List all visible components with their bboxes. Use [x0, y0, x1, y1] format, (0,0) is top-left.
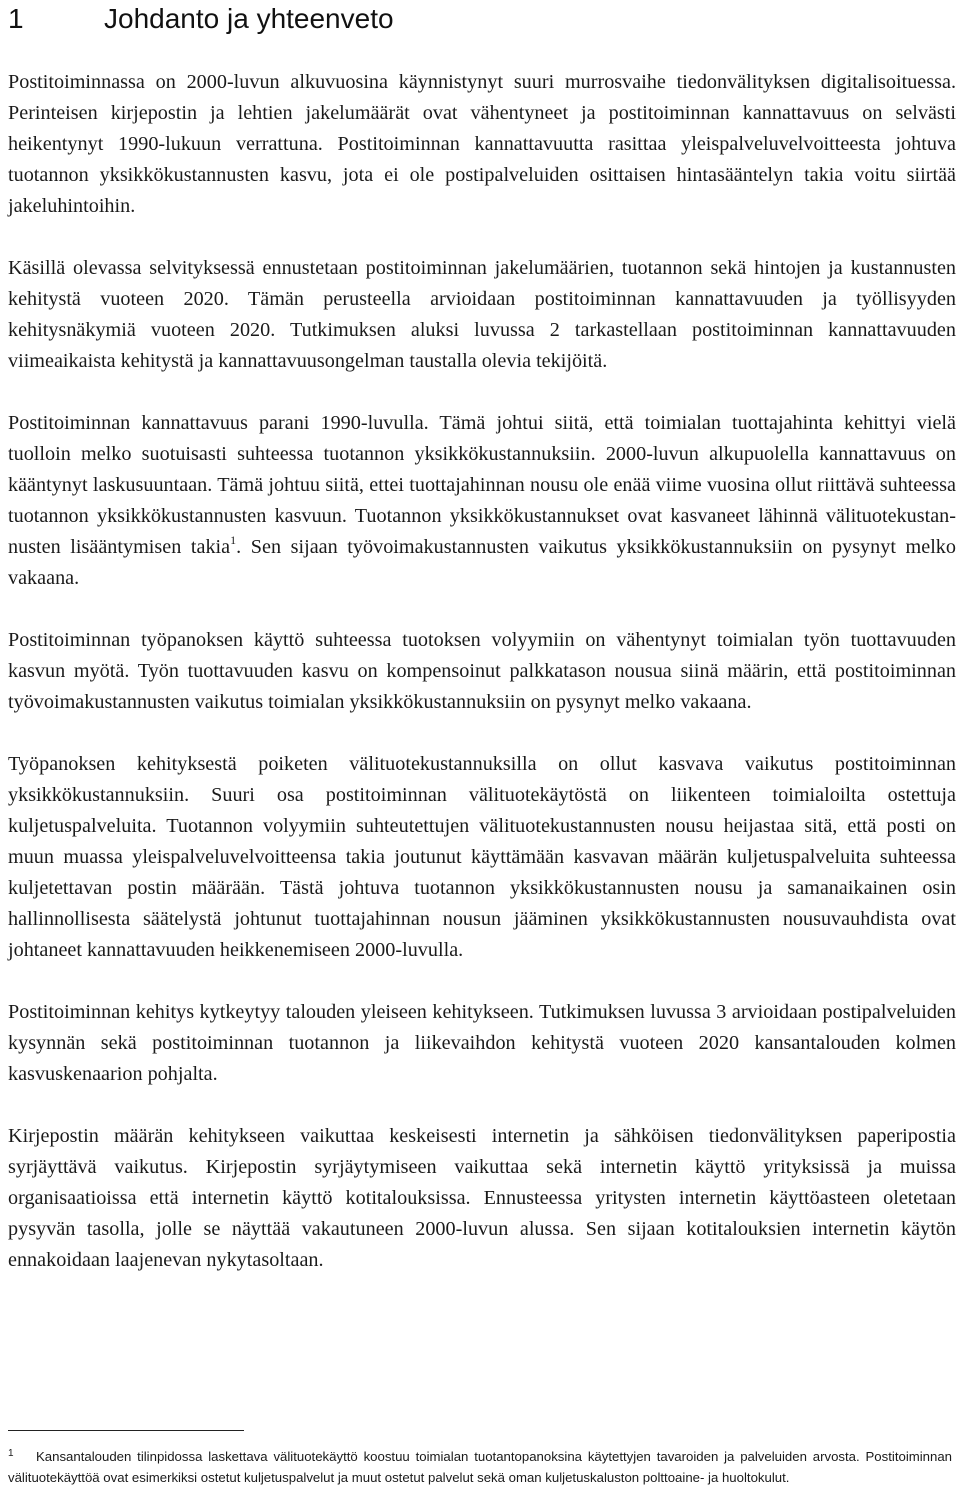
footnote-mark: 1 — [8, 1448, 14, 1459]
paragraph-1: Postitoiminnassa on 2000-luvun alkuvuosina käynnistynyt suuri murrosvaihe tiedonvälityksen digitalisoituessa. Perinteisen kirjepostin ja lehtien jakelumäärät ovat vähentyneet ja postitoiminnan kannattavuus on selvästi heikentynyt 1990-lukuun verrattuna. Postitoiminnan kannattavuutta rasittaa yleispalveluvelvoitteesta johtuva tuotannon yksikkökustannusten kasvu, jota ei ole postipalveluiden osittaisen hintasääntelyn takia voitu siirtää jakeluhintoihin. — [8, 71, 956, 217]
paragraph-2: Käsillä olevassa selvityksessä ennustetaan postitoiminnan jakelumäärien, tuotannon sekä hintojen ja kustannusten kehitystä vuoteen 2020. Tämän perusteella arvioidaan postitoiminnan kannattavuuden ja työllisyyden kehitysnäkymiä vuoteen 2020. Tutkimuksen aluksi luvussa 2 tarkastellaan postitoiminnan kannattavuuden viimeaikaista kehitystä ja kannattavuusongelman taustalla olevia tekijöitä. — [8, 257, 956, 372]
chapter-title: Johdanto ja yhteenveto — [104, 3, 394, 34]
body-text — [8, 67, 956, 1276]
footnote-text: Kansantalouden tilinpidossa laskettava välituotekäyttö koostuu toimialan tuotantopanoksina käytettyjen tavaroiden ja palveluiden arvosta. Postitoiminnan välituotekäyttöä ovat esimerkiksi ostetut kuljetuspalvelut ja muut ostetut palvelut sekä oman kuljetuskaluston polttoaine- ja huoltokulut. — [8, 1449, 952, 1485]
paragraph-3 — [8, 408, 956, 594]
paragraph-4: Postitoiminnan työpanoksen käyttö suhteessa tuotoksen volyymiin on vähentynyt toimialan työn tuottavuuden kasvun myötä. Työn tuottavuuden kasvu on kompensoinut palkkatason nousua siinä määrin, että postitoiminnan työvoimakustannusten vaikutus toimialan yksikkökustannuksiin on pysynyt melko vakaana. — [8, 629, 956, 713]
paragraph-3-text-a: Postitoiminnan kannattavuus parani 1990-luvulla. Tämä johtui siitä, että toimialan tuottajahinta kehittyi vielä tuolloin melko suotuisasti suhteessa tuotannon yksikkökustannuksiin. 2000-luvun alkupuolella kannattavuus on kääntynyt laskusuuntaan. Tämä johtuu siitä, ettei tuottajahinnan nousu ole enää viime vuosina ollut riittävä suhteessa tuotannon yksikkökustannusten kasvuun. Tuotannon yksikkökustannukset ovat kasvaneet lähinnä välituotekustannusten lisääntymisen takia — [8, 412, 956, 558]
paragraph-5: Työpanoksen kehityksestä poiketen välituotekustannuksilla on ollut kasvava vaikutus postitoiminnan yksikkökustannuksiin. Suuri osa postitoiminnan välituotekäytöstä on liikenteen toimialoilta ostettuja kuljetuspalveluita. Tuotannon volyymiin suhteutettujen välituotekustannusten nousu heijastaa sitä, että posti on muun muassa yleispalveluvelvoitteensa takia joutunut käyttämään kasvavan määrän kuljetuspalveluita suhteessa kuljetettavan postin määrään. Tästä johtuva tuotannon yksikkökustannusten nousu ja samanaikainen osin hallinnollisesta säätelystä johtunut tuottajahinnan nousun jääminen yksikkökustannusten nousuvauhdista ovat johtaneet kannattavuuden heikkenemiseen 2000-luvulla. — [8, 753, 956, 961]
chapter-heading — [8, 0, 956, 36]
paragraph-3-text-b: . Sen sijaan työvoimakustannusten vaikutus yksikkökustannuksiin on pysynyt melko vakaana. — [8, 536, 956, 589]
footnote-reference: 1 — [230, 533, 237, 547]
chapter-number: 1 — [8, 3, 24, 34]
paragraph-6: Postitoiminnan kehitys kytkeytyy talouden yleiseen kehitykseen. Tutkimuksen luvussa 3 arvioidaan postipalveluiden kysynnän sekä postitoiminnan tuotannon ja liikevaihdon kehitystä vuoteen 2020 kansantalouden kolmen kasvuskenaarion pohjalta. — [8, 1001, 956, 1085]
footnote-divider — [8, 1430, 244, 1431]
page-content — [8, 0, 956, 1307]
paragraph-7: Kirjepostin määrän kehitykseen vaikuttaa keskeisesti internetin ja sähköisen tiedonvälityksen paperipostia syrjäyttävä vaikutus. Kirjepostin syrjäytymiseen vaikuttaa sekä internetin käyttö yrityksissä ja muissa organisaatioissa että internetin käyttö kotitalouksissa. Ennusteessa yritysten internetin käyttöasteen oletetaan pysyvän tasolla, jolle se näyttää vakautuneen 2000-luvun alussa. Sen sijaan kotitalouksien internetin käytön ennakoidaan laajenevan nykytasoltaan. — [8, 1125, 956, 1271]
footnote — [8, 1447, 952, 1488]
